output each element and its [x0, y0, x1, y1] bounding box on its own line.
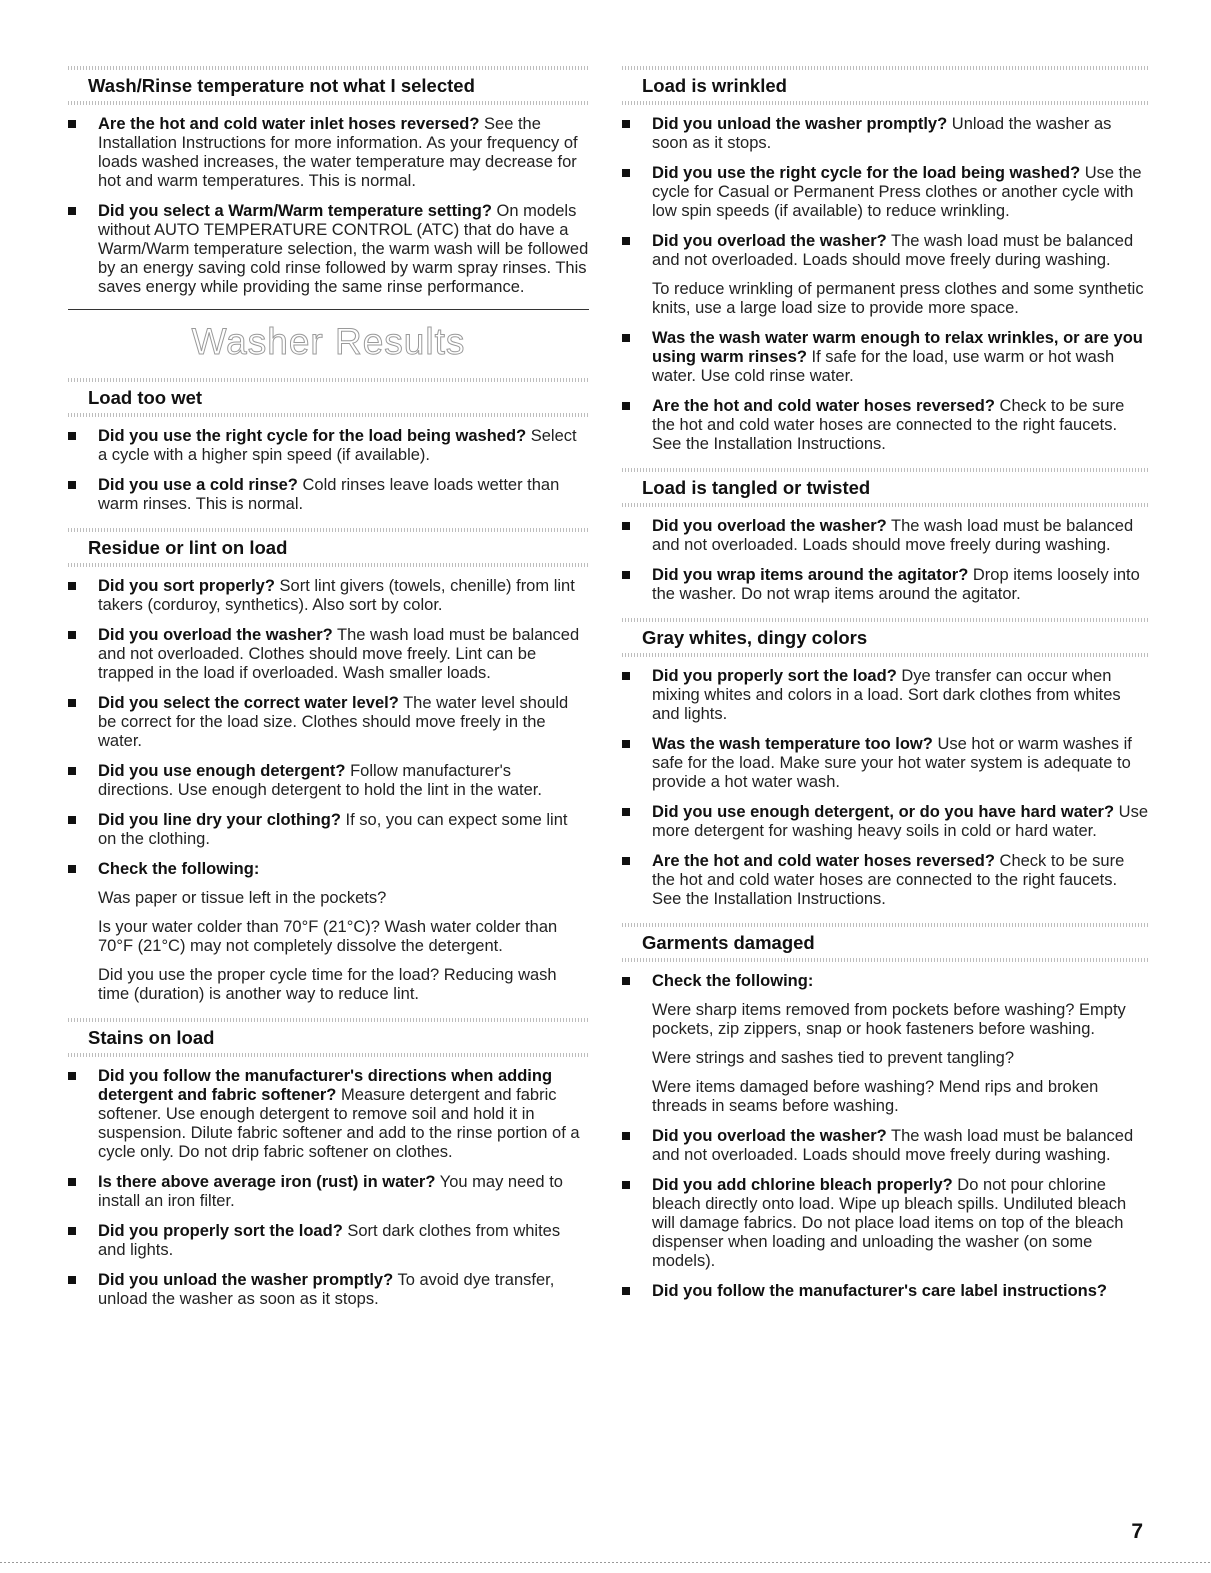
item-list — [68, 1067, 589, 1309]
washer-results-heading: Washer Results — [191, 321, 466, 362]
list-item: Did you follow the manufacturer's care label instructions? — [622, 1282, 1149, 1301]
section-title: Load is wrinkled — [622, 64, 1149, 107]
section-load-tangled — [622, 466, 1149, 604]
page-bottom-rule — [0, 1562, 1211, 1563]
list-item: Did you overload the washer? The wash load must be balanced and not overloaded. Loads should move freely during washing. — [622, 517, 1149, 555]
item-list — [622, 517, 1149, 604]
list-item: Did you use enough detergent, or do you have hard water? Use more detergent for washing heavy soils in cold or hard water. — [622, 803, 1149, 841]
list-item: Did you select a Warm/Warm temperature setting? On models without AUTO TEMPERATURE CONTROL (ATC) that do have a Warm/Warm temperature selection, the warm wash will be followed by an energy saving cold rinse followed by warm spray rinses. This saves energy while providing the same rinse performance. — [68, 202, 589, 297]
item-list — [622, 667, 1149, 909]
section-garments-damaged — [622, 921, 1149, 1301]
item-list — [622, 115, 1149, 454]
divider — [68, 309, 589, 310]
item-list — [622, 972, 1149, 1301]
check-detail: Is your water colder than 70°F (21°C)? Wash water colder than 70°F (21°C) may not completely dissolve the detergent. — [98, 918, 558, 955]
check-detail: Were strings and sashes tied to prevent tangling? — [652, 1049, 1014, 1067]
list-item: Was the wash temperature too low? Use hot or warm washes if safe for the load. Make sure your hot water system is adequate to provide a hot water wash. — [622, 735, 1149, 792]
list-item: Are the hot and cold water hoses reversed? Check to be sure the hot and cold water hoses are connected to the right faucets. See the Installation Instructions. — [622, 852, 1149, 909]
list-item: Did you properly sort the load? Dye transfer can occur when mixing whites and colors in a load. Sort dark clothes from whites and lights. — [622, 667, 1149, 724]
list-item: Did you line dry your clothing? If so, you can expect some lint on the clothing. — [68, 811, 589, 849]
check-detail: Was paper or tissue left in the pockets? — [98, 889, 387, 907]
list-item: Did you unload the washer promptly? Unload the washer as soon as it stops. — [622, 115, 1149, 153]
section-title: Wash/Rinse temperature not what I selected — [68, 64, 589, 107]
item-list — [68, 115, 589, 297]
section-title: Gray whites, dingy colors — [622, 616, 1149, 659]
check-detail: Were sharp items removed from pockets before washing? Empty pockets, zip zippers, snap or hook fasteners before washing. — [652, 1001, 1126, 1038]
list-item: Was the wash water warm enough to relax wrinkles, or are you using warm rinses? If safe for the load, use warm or hot wash water. Use cold rinse water. — [622, 329, 1149, 386]
section-title: Stains on load — [68, 1016, 589, 1059]
list-item: Did you overload the washer? The wash load must be balanced and not overloaded. Clothes should move freely. Lint can be trapped in the load if overloaded. Wash smaller loads. — [68, 626, 589, 683]
section-load-too-wet — [68, 376, 589, 514]
section-wash-rinse-temperature — [68, 64, 589, 297]
list-item: Did you use the right cycle for the load being washed? Use the cycle for Casual or Permanent Press clothes or another cycle with low spin speeds (if available) to reduce wrinkling. — [622, 164, 1149, 221]
list-item: Check the following: Was paper or tissue left in the pockets? Is your water colder than 70°F (21°C)? Wash water colder than 70°F (21°C) may not completely dissolve the detergent. Did you use the proper cycle time for the load? Reducing wash time (duration) is another way to reduce lint. — [68, 860, 589, 1004]
section-stains-on-load — [68, 1016, 589, 1309]
item-list — [68, 577, 589, 1004]
section-load-wrinkled — [622, 64, 1149, 454]
list-item: Did you unload the washer promptly? To avoid dye transfer, unload the washer as soon as it stops. — [68, 1271, 589, 1309]
section-gray-whites — [622, 616, 1149, 909]
left-column — [68, 64, 589, 1321]
right-column — [622, 64, 1149, 1313]
list-item: Are the hot and cold water hoses reversed? Check to be sure the hot and cold water hoses are connected to the right faucets. See the Installation Instructions. — [622, 397, 1149, 454]
list-item: Did you overload the washer? The wash load must be balanced and not overloaded. Loads should move freely during washing. To reduce wrinkling of permanent press clothes and some synthetic knits, use a large load size to provide more space. — [622, 232, 1149, 318]
check-detail: Did you use the proper cycle time for the load? Reducing wash time (duration) is another way to reduce lint. — [98, 966, 557, 1003]
list-item: Did you add chlorine bleach properly? Do not pour chlorine bleach directly onto load. Wipe up bleach spills. Undiluted bleach will damage fabrics. Do not place load items on top of the bleach dispenser when loading and unloading the washer (on some models). — [622, 1176, 1149, 1271]
list-item: Did you follow the manufacturer's directions when adding detergent and fabric softener? Measure detergent and fabric softener. Use enough detergent to remove soil and hold it in suspension. Dilute fabric softener and add to the rinse portion of a cycle only. Do not drip fabric softener on clothes. — [68, 1067, 589, 1162]
page-number: 7 — [1131, 1520, 1143, 1543]
check-detail: Were items damaged before washing? Mend rips and broken threads in seams before washing. — [652, 1078, 1099, 1115]
item-list — [68, 427, 589, 514]
list-item: Did you use enough detergent? Follow manufacturer's directions. Use enough detergent to hold the lint in the water. — [68, 762, 589, 800]
item-note: To reduce wrinkling of permanent press clothes and some synthetic knits, use a large load size to provide more space. — [652, 280, 1144, 317]
section-residue-lint — [68, 526, 589, 1004]
section-title: Load too wet — [68, 376, 589, 419]
list-item: Are the hot and cold water inlet hoses reversed? See the Installation Instructions for more information. As your frequency of loads washed increases, the water temperature may decrease for hot and warm temperatures. This is normal. — [68, 115, 589, 191]
section-title: Residue or lint on load — [68, 526, 589, 569]
list-item: Did you use a cold rinse? Cold rinses leave loads wetter than warm rinses. This is normal. — [68, 476, 589, 514]
list-item: Did you wrap items around the agitator? Drop items loosely into the washer. Do not wrap items around the agitator. — [622, 566, 1149, 604]
list-item: Did you use the right cycle for the load being washed? Select a cycle with a higher spin speed (if available). — [68, 427, 589, 465]
list-item: Did you overload the washer? The wash load must be balanced and not overloaded. Loads should move freely during washing. — [622, 1127, 1149, 1165]
list-item: Did you sort properly? Sort lint givers (towels, chenille) from lint takers (corduroy, synthetics). Also sort by color. — [68, 577, 589, 615]
list-item: Did you select the correct water level? The water level should be correct for the load size. Clothes should move freely in the water. — [68, 694, 589, 751]
list-item: Is there above average iron (rust) in water? You may need to install an iron filter. — [68, 1173, 589, 1211]
section-title: Garments damaged — [622, 921, 1149, 964]
list-item: Check the following: Were sharp items removed from pockets before washing? Empty pockets, zip zippers, snap or hook fasteners before washing. Were strings and sashes tied to prevent tangling? Were items damaged before washing? Mend rips and broken threads in seams before washing. — [622, 972, 1149, 1116]
section-title: Load is tangled or twisted — [622, 466, 1149, 509]
list-item: Did you properly sort the load? Sort dark clothes from whites and lights. — [68, 1222, 589, 1260]
